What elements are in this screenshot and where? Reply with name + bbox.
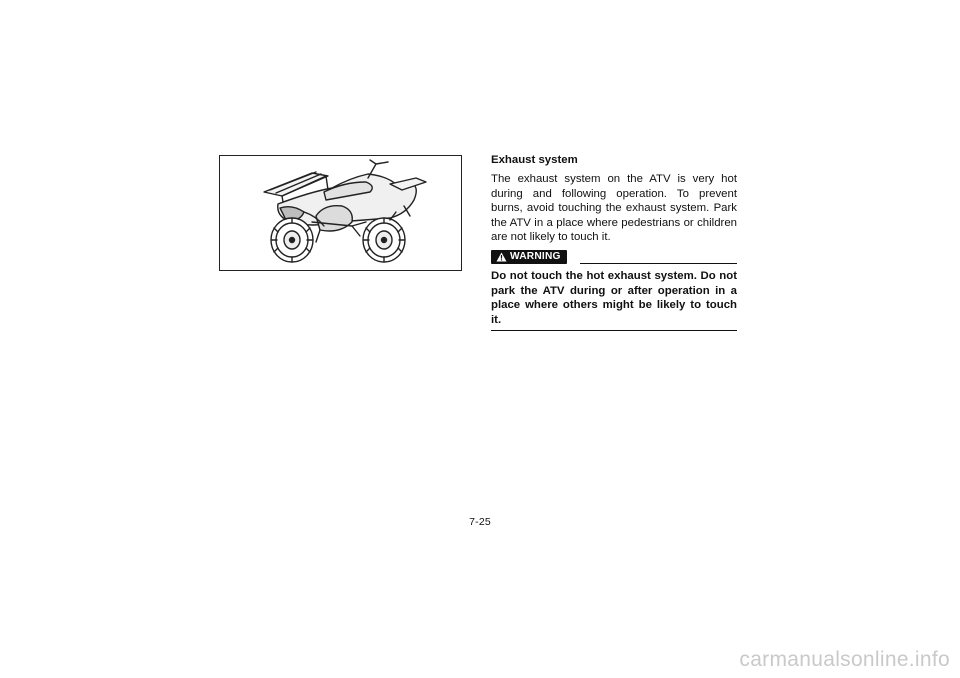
atv-illustration-icon (220, 156, 461, 270)
watermark: carmanualsonline.info (739, 648, 950, 671)
warning-triangle-icon (496, 252, 507, 262)
exhaust-section (491, 153, 737, 331)
section-body: The exhaust system on the ATV is very hot during and following operation. To prevent burns, avoid touching the exhaust system. Park the ATV in a place where pedestrians or children are not likely to touch it. (491, 173, 737, 244)
page-number: 7-25 (469, 516, 491, 528)
atv-figure (219, 155, 462, 271)
warning-badge (491, 250, 567, 264)
warning-rule (580, 263, 737, 264)
warning-header (491, 250, 737, 269)
warning-text: Do not touch the hot exhaust system. Do not park the ATV during or after operation in a place where others might be likely to touch it. (491, 269, 737, 331)
section-heading: Exhaust system (491, 154, 578, 166)
warning-label: WARNING (510, 250, 561, 262)
